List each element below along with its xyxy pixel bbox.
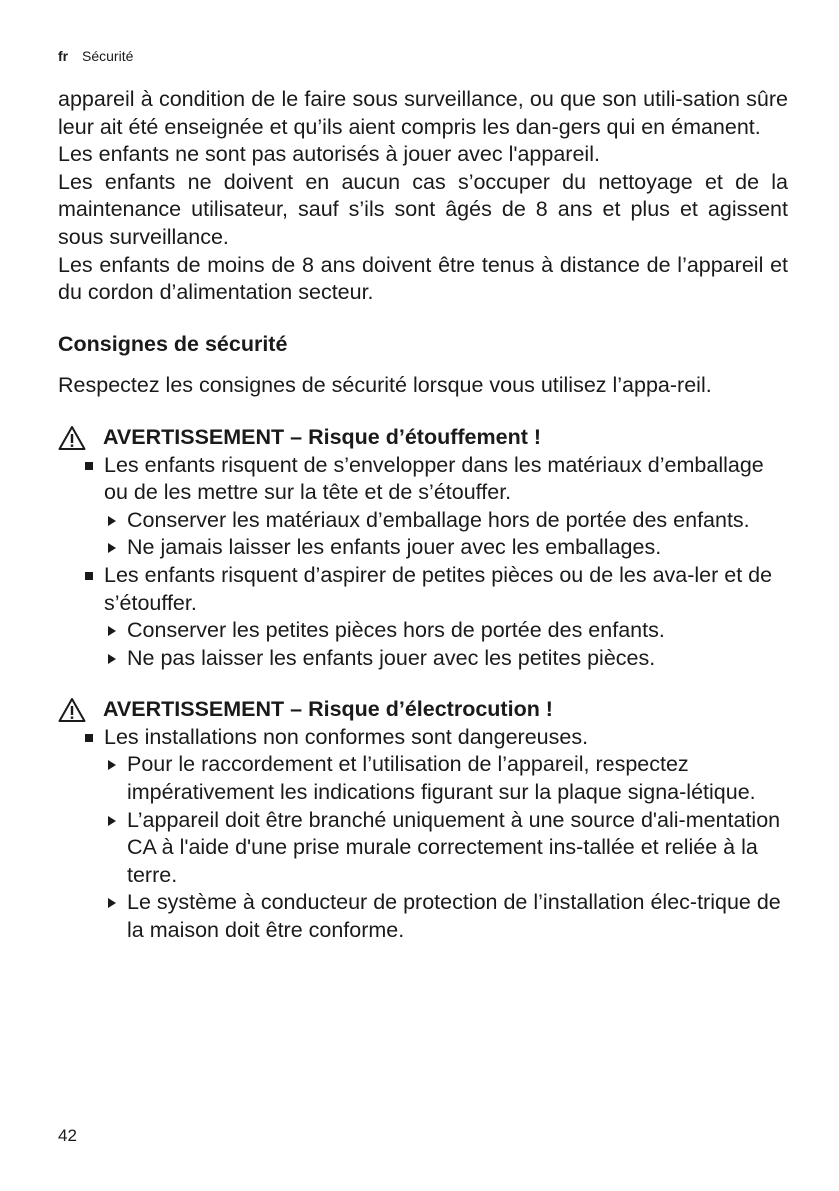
warning-bullet [58,724,788,752]
bullet-square-icon [85,572,93,580]
step-text: Ne jamais laisser les enfants jouer avec les emballages. [127,535,662,560]
section-title: Consignes de sécurité [58,331,288,356]
warning-title-suffocation [58,424,788,452]
step-arrow-icon [108,898,116,908]
step-text: Pour le raccordement et l’utilisation de l’appareil, respectez impérativement les indications figurant sur la plaque signa-létique. [127,752,756,805]
warning-title-text: AVERTISSEMENT – Risque d’électrocution ! [103,697,553,722]
bullet-text: Les enfants risquent d’aspirer de petites pièces ou de les ava-ler et de s’étouffer. [104,562,773,615]
page-body [58,86,788,945]
page-number: 42 [58,1126,77,1145]
step-text: Conserver les matériaux d’emballage hors de portée des enfants. [127,507,750,532]
action-step [58,889,788,944]
language-code: fr [58,48,69,64]
section-name: Sécurité [82,48,134,64]
warning-title-electrocution [58,696,788,724]
intro-paragraph-1: appareil à condition de le faire sous surveillance, ou que son utili-sation sûre leur ait été enseignée et qu’ils aient compris les dan-gers qui en émanent. [58,87,788,139]
action-step [58,807,788,890]
bullet-text: Les installations non conformes sont dangereuses. [104,724,589,749]
step-text: Ne pas laisser les enfants jouer avec les petites pièces. [127,645,656,670]
warning-triangle-icon [58,697,86,723]
action-step [58,507,788,535]
step-text: Le système à conducteur de protection de l’installation élec-trique de la maison doit être conforme. [127,890,781,943]
step-arrow-icon [108,543,116,553]
page-header [58,48,133,64]
step-arrow-icon [108,816,116,826]
step-text: Conserver les petites pièces hors de portée des enfants. [127,618,665,643]
step-arrow-icon [108,760,116,770]
warning-triangle-icon [58,425,86,451]
bullet-square-icon [85,734,93,742]
intro-paragraph-4: Les enfants de moins de 8 ans doivent être tenus à distance de l’appareil et du cordon d’alimentation secteur. [58,252,788,305]
action-step [58,617,788,645]
section-intro: Respectez les consignes de sécurité lorsque vous utilisez l’appa-reil. [58,373,712,398]
warning-bullet [58,562,788,617]
step-arrow-icon [108,654,116,664]
bullet-text: Les enfants risquent de s’envelopper dans les matériaux d’emballage ou de les mettre sur la tête et de s’étouffer. [104,452,764,505]
action-step [58,534,788,562]
intro-paragraph-3: Les enfants ne doivent en aucun cas s’occuper du nettoyage et de la maintenance utilisateur, sauf s’ils sont âgés de 8 ans et plus et agissent sous surveillance. [58,169,788,249]
step-arrow-icon [108,516,116,526]
step-text: L’appareil doit être branché uniquement à une source d'ali-mentation CA à l'aide d'une prise murale correctement ins-tallée et reliée à la terre. [127,807,781,887]
bullet-square-icon [85,462,93,470]
warning-title-text: AVERTISSEMENT – Risque d’étouffement ! [103,424,541,449]
intro-paragraph-2: Les enfants ne sont pas autorisés à jouer avec l'appareil. [58,142,600,167]
action-step [58,751,788,806]
action-step [58,645,788,673]
step-arrow-icon [108,626,116,636]
warning-bullet [58,452,788,507]
